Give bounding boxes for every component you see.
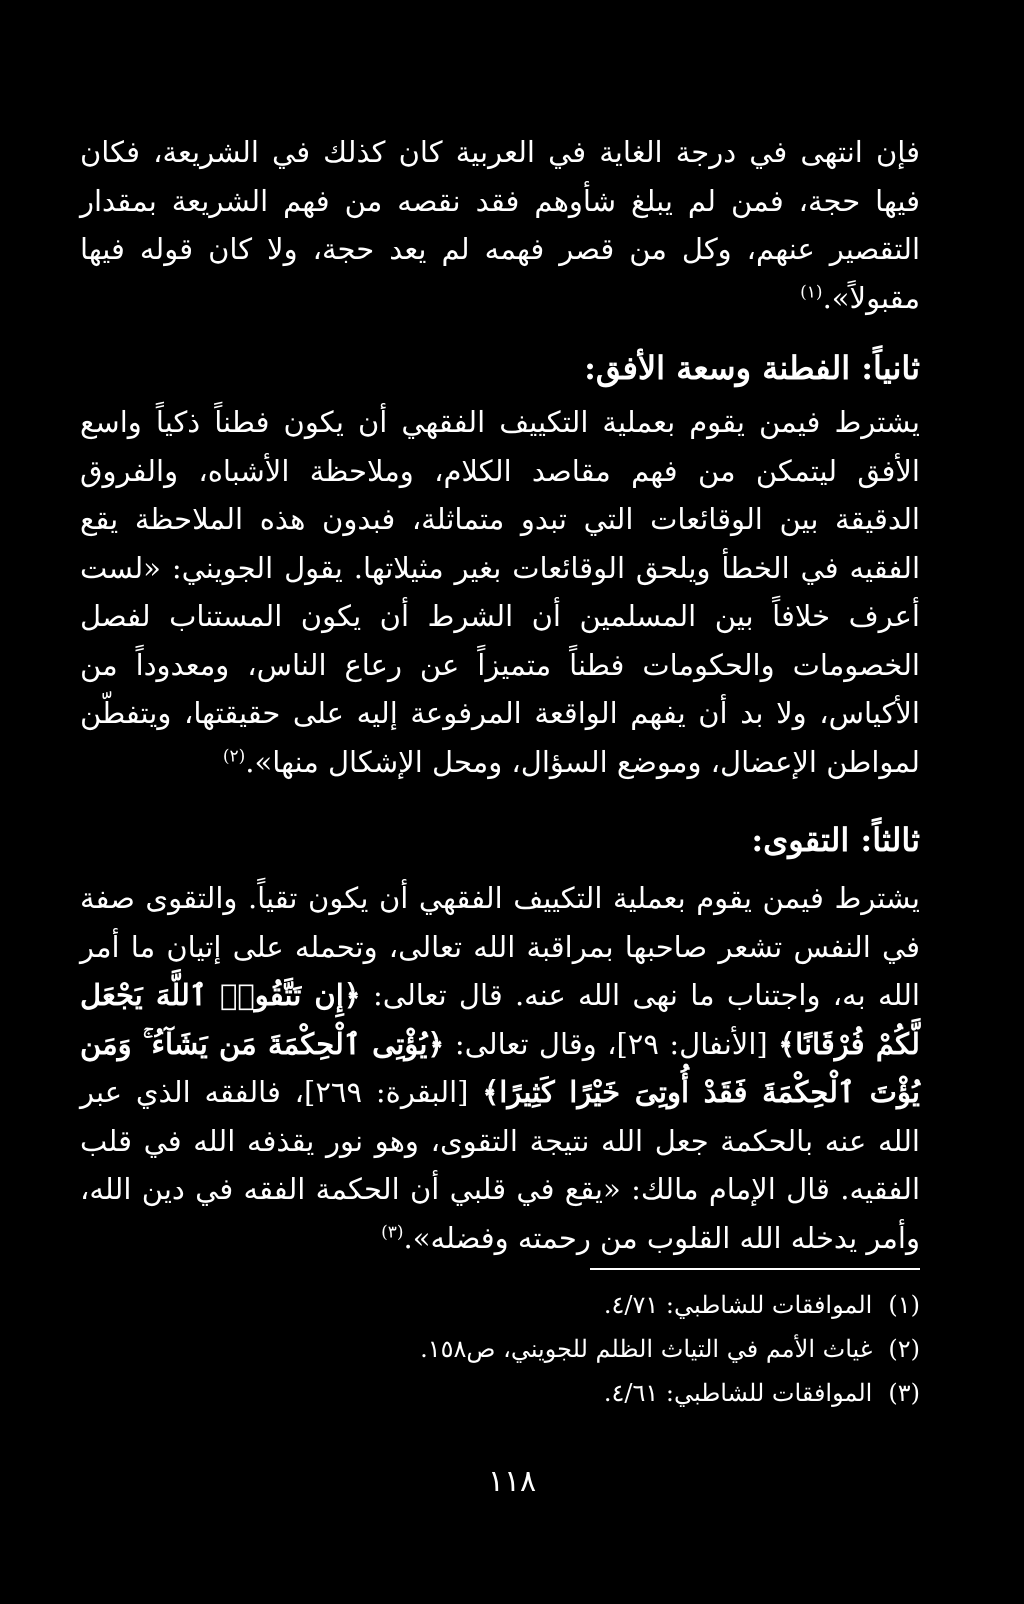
- footnote-number: (٣): [888, 1379, 920, 1407]
- paragraph-3-text-c: [البقرة: ٢٦٩]، فالفقه الذي عبر الله عنه بالحكمة جعل الله نتيجة التقوى، وهو نور يقذفه الله في قلب الفقيه. قال الإمام مالك: «يقع في قلبي أن الحكمة الفقه في دين الله، وأمر يدخله الله القلوب من رحمته وفضله».: [80, 1075, 920, 1255]
- footnote-ref-3: (٣): [381, 1221, 404, 1242]
- quran-verse-1: ﴿إِن تَتَّقُوا۟ ٱللَّهَ يَجْعَل لَّكُمْ فُرْقَانًا﴾: [80, 978, 921, 1061]
- footnote-divider: [590, 1268, 920, 1270]
- paragraph-1-text: فإن انتهى في درجة الغاية في العربية كان كذلك في الشريعة، فكان فيها حجة، فمن لم يبلغ شأوهم فقد نقصه من فهم الشريعة بمقدار التقصير عنهم، وكل من قصر فهمه لم يعد حجة، ولا كان قوله فيها مقبولاً».: [80, 135, 920, 315]
- footnote-ref-1: (١): [800, 281, 823, 302]
- footnote-number: (٢): [888, 1335, 920, 1363]
- paragraph-2: [80, 398, 920, 786]
- heading-intelligence: ثانياً: الفطنة وسعة الأفق:: [584, 349, 920, 387]
- footnote-3: [420, 1371, 920, 1415]
- quran-verse-2: ﴿يُؤْتِى ٱلْحِكْمَةَ مَن يَشَآءُ ۚ وَمَن يُؤْتَ ٱلْحِكْمَةَ فَقَدْ أُوتِىَ خَيْرًا كَثِيرًا﴾: [80, 1026, 920, 1109]
- footnote-number: (١): [888, 1291, 920, 1319]
- footnote-text: غياث الأمم في التياث الظلم للجويني، ص١٥٨.: [420, 1335, 873, 1363]
- paragraph-3-text-a: يشترط فيمن يقوم بعملية التكييف الفقهي أن يكون تقياً. والتقوى صفة في النفس تشعر صاحبها بمراقبة الله تعالى، وتحمله على إتيان ما أمر الله به، واجتناب ما نهى الله عنه. قال تعالى:: [80, 881, 920, 1012]
- paragraph-3-text-b: [الأنفال: ٢٩]، وقال تعالى:: [444, 1026, 779, 1061]
- paragraph-2-text: يشترط فيمن يقوم بعملية التكييف الفقهي أن يكون فطناً ذكياً واسع الأفق ليتمكن من فهم مقاصد الكلام، وملاحظة الأشباه، والفروق الدقيقة بين الوقائعات التي تبدو متماثلة، فبدون هذه الملاحظة يقع الفقيه في الخطأ ويلحق الوقائعات بغير مثيلاتها. يقول الجويني: «لست أعرف خلافاً بين المسلمين أن الشرط أن يكون المستناب لفصل الخصومات والحكومات فطناً متميزاً عن رعاع الناس، ومعدوداً من الأكياس، ولا بد أن يفهم الواقعة المرفوعة إليه على حقيقتها، ويتفطّن لمواطن الإعضال، وموضع السؤال، ومحل الإشكال منها».: [80, 405, 920, 779]
- footnote-text: الموافقات للشاطبي: ٤/٦١.: [603, 1379, 873, 1407]
- footnotes: [420, 1283, 920, 1415]
- heading-piety: ثالثاً: التقوى:: [751, 821, 920, 859]
- footnote-text: الموافقات للشاطبي: ٤/٧١.: [603, 1291, 873, 1319]
- footnote-1: [420, 1283, 920, 1327]
- paragraph-1: [80, 128, 920, 322]
- footnote-ref-2: (٢): [222, 745, 246, 766]
- page-body: [80, 128, 920, 1262]
- page-number: ١١٨: [487, 1464, 537, 1499]
- footnote-2: [420, 1327, 920, 1371]
- paragraph-3: [80, 874, 920, 1262]
